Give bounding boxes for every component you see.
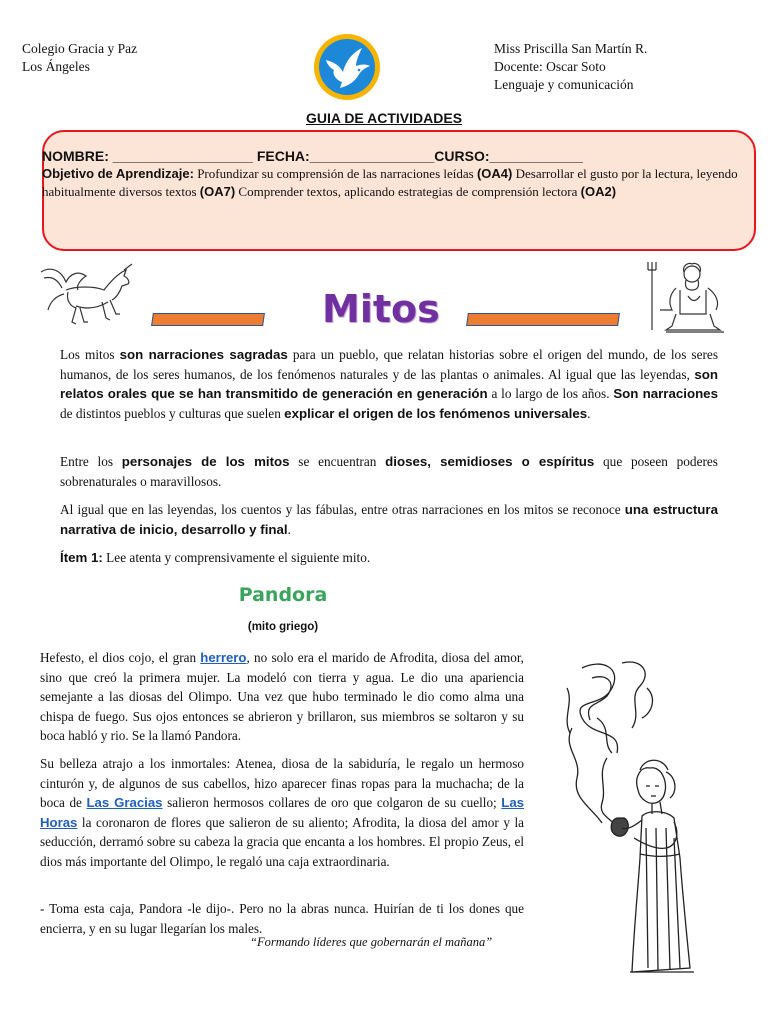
objective-text-1: Profundizar su comprensión de las narraciones leídas [193,166,477,181]
objective-text-2: Desarrollar el gusto por la lectura, leyendo habitualmente diversos textos [42,166,738,199]
text-bold: explicar el origen de los fenómenos universales [284,405,588,421]
text: Hefesto, el dios cojo, el gran [40,650,201,665]
intro-paragraph-2 [60,452,718,491]
story-paragraph-2 [40,754,524,871]
dove-icon [312,32,382,102]
text-bold: Son narraciones [613,386,718,401]
heading-bar-right [466,313,620,326]
item-label: Ítem 1: [60,550,103,565]
story-subtitle: (mito griego) [247,621,319,633]
text: . [287,521,291,537]
item-text: Lee atenta y comprensivamente el siguiente mito. [102,550,371,565]
text: Al igual que en las leyendas, los cuentos y las fábulas, entre otras narraciones en los mitos se reconoce [60,502,625,517]
school-name: Colegio Gracia y Paz [22,41,138,56]
text: . [587,405,591,421]
text: , no solo era el marido de Afrodita, diosa del amor, sino que creó la primera mujer. La modeló con tierra y agua. Le dio una apariencia semejante a las diosas del Olimpo. Una vez que hubo terminado le dio como alma una chispa de fuego. Sus ojos entonces se abrieron y brillaron, sus miembros se soltaron y su boca habló y rio. Se la llamó Pandora. [40,650,524,743]
pandora-illustration [562,658,714,984]
story-paragraph-3: - Toma esta caja, Pandora -le dijo-. Pero no la abras nunca. Huirían de ti los dones que encierra, y en su lugar llegarían los males. [40,901,524,936]
text: Los mitos [60,347,120,362]
oa4-code: (OA4) [476,166,513,181]
text: Entre los [60,454,122,469]
page-title [0,110,768,126]
intro-paragraph-3 [60,500,718,539]
story-title: Pandora [238,584,328,606]
text: se encuentran [289,454,386,469]
text-bold: una estructura narrativa de inicio, desarrollo y final [60,502,718,537]
text-bold: personajes de los mitos [121,454,290,469]
school-city: Los Ángeles [22,59,90,74]
student-fields-line: NOMBRE: __________________ FECHA:________________CURSO:____________ [42,148,583,164]
pegasus-icon [36,260,136,332]
page-title-text: GUIA DE ACTIVIDADES [305,110,463,126]
oa2-code: (OA2) [580,184,617,199]
learning-objective [42,165,752,201]
student-info-content [42,147,752,201]
item-instruction [60,548,718,568]
text: para un pueblo, que relatan historias sobre el origen del mundo, de los seres humanos, de los seres humanos, de los fenómenos naturales y de las plantas o animales. Al igual que las leyendas, [60,347,718,382]
teacher-info [494,40,647,94]
text: de distintos pueblos y culturas que suelen [60,405,285,421]
oa7-code: (OA7) [199,184,236,199]
story-paragraph-1 [40,648,524,746]
school-motto: “Formando líderes que gobernarán el mañana” [250,935,493,949]
docente-name: Docente: Oscar Soto [494,59,606,74]
objective-text-3: Comprender textos, aplicando estrategias de comprensión lectora [235,184,581,199]
text: que poseen poderes sobrenaturales o maravillosos. [60,454,718,489]
intro-paragraph-1 [60,345,718,423]
objective-label: Objetivo de Aprendizaje: [42,166,194,181]
heading-bar-left [151,313,265,326]
text-bold: son narraciones sagradas [119,347,288,362]
poseidon-icon [636,256,734,336]
teacher-name: Miss Priscilla San Martín R. [494,41,648,56]
section-heading: Mitos [322,287,440,331]
link-las-gracias[interactable]: Las Gracias [86,795,163,810]
text-bold: dioses, semidioses o espíritus [385,454,595,469]
text: la coronaron de flores que salieron de su aliento; Afrodita, la diosa del amor y la seducción, derramó sobre su cabeza la gracia que encanta a los hombres. El propio Zeus, el dios más importante del Olimpo, le regaló una caja extraordinaria. [40,814,524,869]
link-las-horas[interactable]: Las Horas [40,795,524,830]
text: Su belleza atrajo a los inmortales: Atenea, diosa de la sabiduría, le regalo un hermoso cinturón y, de algunos de sus cabellos, hizo aparecer finas ropas para la muchacha; de la boca de [40,756,524,810]
text: a lo largo de los años. [487,386,614,401]
link-herrero[interactable]: herrero [200,650,247,665]
subject-name: Lenguaje y comunicación [494,77,634,92]
text-bold: son relatos orales que se han transmitido de generación en generación [60,366,718,401]
text: salieron hermosos collares de oro que colgaron de su cuello; [162,795,502,810]
school-info [22,40,137,76]
